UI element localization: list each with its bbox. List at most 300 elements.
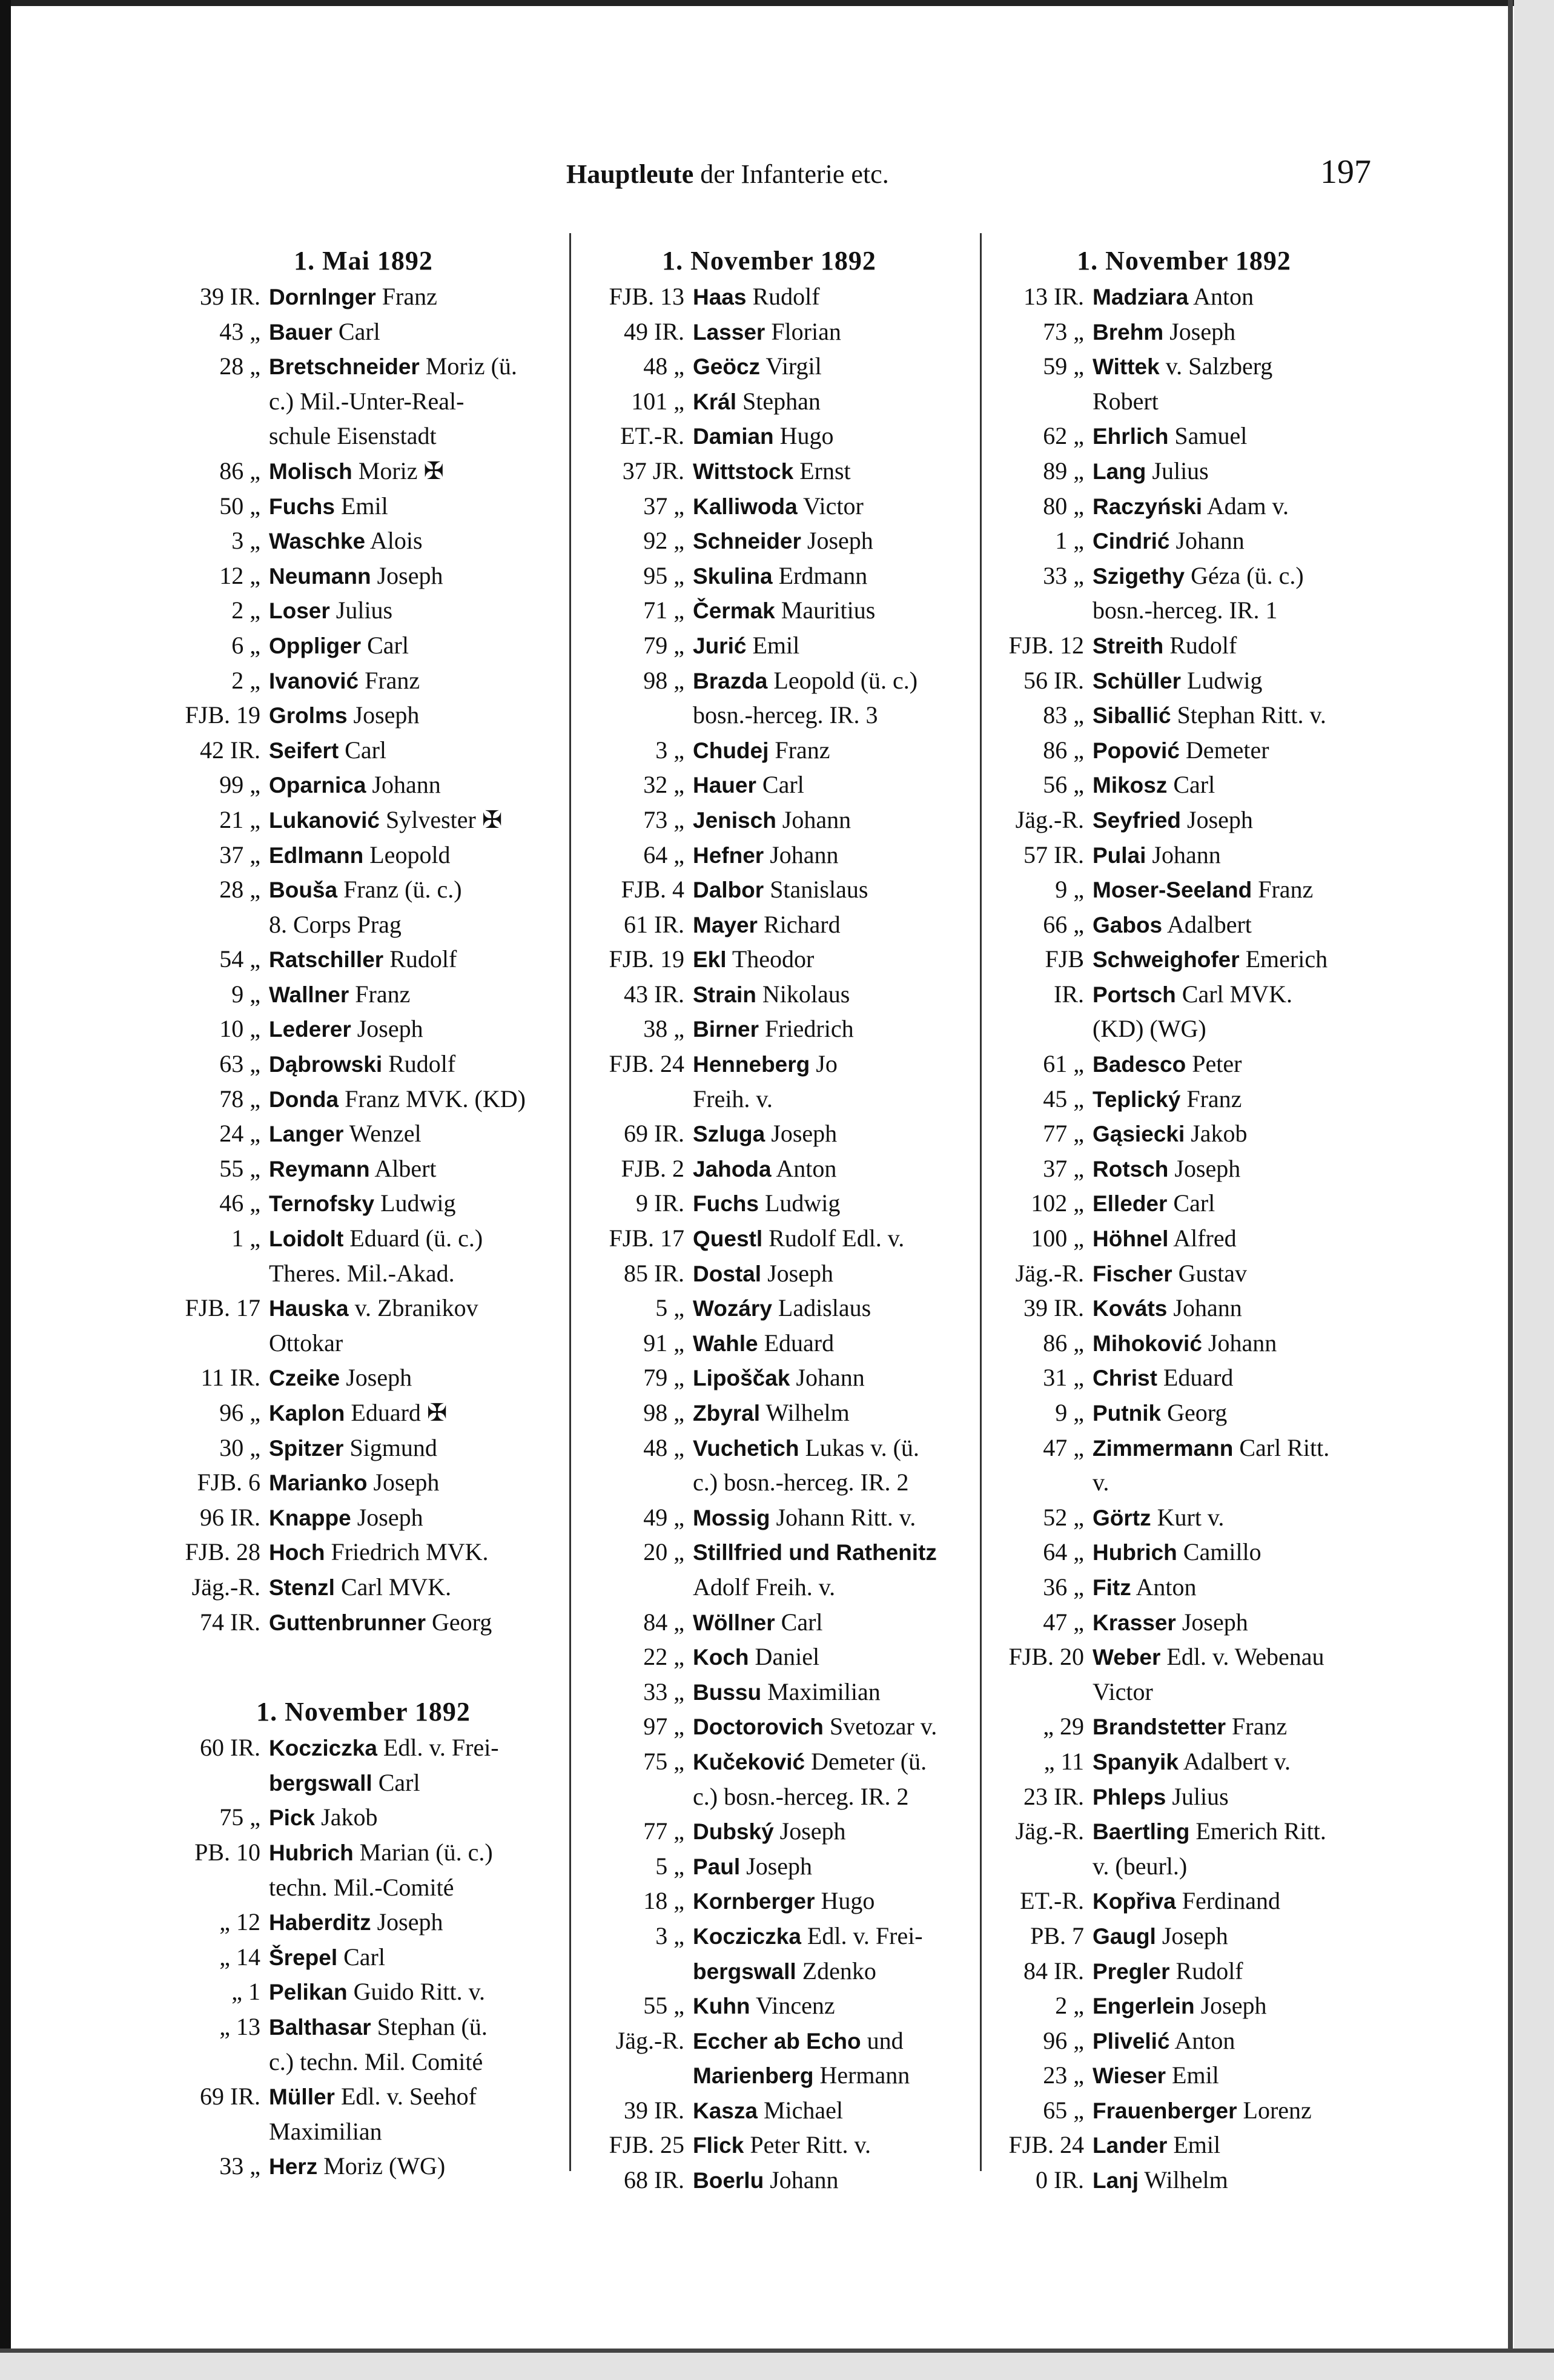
officer-name xyxy=(269,1361,569,1396)
officer-surname: Weber xyxy=(1093,1645,1161,1670)
officer-surname: Pelikan xyxy=(269,1980,348,2005)
officer-entry xyxy=(157,908,569,943)
officer-name xyxy=(1093,1570,1387,1605)
regiment-prefix: FJB. 17 xyxy=(185,1294,260,1322)
regiment-prefix: 2 „ xyxy=(231,597,260,624)
officer-name xyxy=(1093,1605,1387,1641)
officer-entry xyxy=(157,1396,569,1431)
page-edge-right xyxy=(1508,0,1513,2380)
officer-name xyxy=(269,593,569,629)
officer-name xyxy=(693,2058,963,2094)
officer-given-name: Rudolf xyxy=(1169,631,1237,659)
regiment-prefix: 37 JR. xyxy=(622,457,684,484)
officer-entry xyxy=(157,524,569,559)
officer-given-name: Ernst xyxy=(799,457,851,484)
regiment-prefix xyxy=(157,385,269,420)
regiment-prefix: 84 „ xyxy=(643,1608,684,1636)
officer-given-name: Edl. v. Frei- xyxy=(383,1734,499,1762)
officer-given-name: Ludwig xyxy=(1187,666,1263,694)
officer-entry xyxy=(157,1975,569,2010)
officer-name xyxy=(1093,1814,1387,1849)
officer-given-name: Stephan xyxy=(742,387,821,415)
regiment-prefix: FJB. 24 xyxy=(609,1050,684,1078)
officer-given-name: Joseph xyxy=(1169,317,1236,345)
officer-name xyxy=(693,1954,963,1989)
scan-border-top xyxy=(0,0,1554,6)
officer-entry xyxy=(981,1466,1387,1501)
officer-entry xyxy=(575,733,963,769)
officer-name xyxy=(693,1745,963,1780)
officer-entry xyxy=(157,629,569,664)
regiment-prefix: 11 IR. xyxy=(200,1364,260,1392)
officer-given-name: Joseph xyxy=(357,1503,423,1531)
officer-given-name: Robert xyxy=(1093,387,1159,415)
officer-surname: Pulai xyxy=(1093,842,1146,868)
regiment-prefix: 64 „ xyxy=(1043,1538,1084,1566)
officer-entry xyxy=(575,1989,963,2024)
officer-surname: Kornberger xyxy=(693,1889,815,1914)
regiment-prefix: 55 „ xyxy=(643,1992,684,2020)
officer-given-name: schule Eisenstadt xyxy=(269,422,437,450)
officer-given-name: Adam v. xyxy=(1206,492,1289,520)
section-heading: 1. November 1892 xyxy=(256,1697,471,1727)
officer-name xyxy=(693,2094,963,2129)
officer-given-name: c.) Mil.-Unter-Real- xyxy=(269,387,465,415)
officer-entry xyxy=(981,1186,1387,1221)
officer-given-name: c.) techn. Mil. Comité xyxy=(269,2048,483,2075)
officer-name xyxy=(693,908,963,943)
officer-entry xyxy=(981,1640,1387,1675)
officer-surname: Guttenbrunner xyxy=(269,1610,426,1635)
regiment-prefix: ET.-R. xyxy=(1020,1887,1084,1915)
officer-surname: Wöllner xyxy=(693,1610,775,1635)
officer-name xyxy=(1093,1326,1387,1361)
regiment-prefix: 9 „ xyxy=(1055,1399,1084,1426)
officer-given-name: Camillo xyxy=(1183,1538,1261,1566)
officer-given-name: Joseph xyxy=(746,1852,813,1880)
officer-name xyxy=(1093,419,1387,454)
officer-entry xyxy=(981,1257,1387,1292)
officer-name xyxy=(693,1186,963,1221)
regiment-prefix: 21 „ xyxy=(219,805,260,833)
officer-given-name: Carl MVK. xyxy=(1182,980,1292,1008)
regiment-prefix: 49 „ xyxy=(643,1503,684,1531)
officer-name xyxy=(1093,489,1387,524)
officer-given-name: Johann xyxy=(782,805,851,833)
officer-name xyxy=(269,1836,569,1871)
regiment-prefix: 73 „ xyxy=(643,805,684,833)
officer-name xyxy=(1093,524,1387,559)
regiment-prefix: 39 IR. xyxy=(624,2096,684,2124)
regiment-prefix: ET.-R. xyxy=(620,422,684,450)
officer-given-name: Ladislaus xyxy=(778,1294,871,1322)
regiment-prefix: 78 „ xyxy=(219,1085,260,1112)
officer-entry xyxy=(575,1361,963,1396)
officer-entry xyxy=(981,1570,1387,1605)
officer-name xyxy=(269,1082,569,1117)
regiment-prefix: 33 „ xyxy=(643,1678,684,1705)
officer-entry xyxy=(575,2058,963,2094)
officer-given-name: Adalbert v. xyxy=(1183,1747,1291,1775)
officer-name xyxy=(1093,1152,1387,1187)
officer-given-name: Ottokar xyxy=(269,1329,343,1357)
regiment-prefix xyxy=(981,1675,1093,1710)
officer-given-name: Eduard ✠ xyxy=(351,1399,448,1426)
officer-surname: Ekl xyxy=(693,947,727,973)
officer-entry xyxy=(575,2163,963,2198)
officer-given-name: Georg xyxy=(1167,1399,1228,1426)
officer-surname: Flick xyxy=(693,2133,744,2158)
officer-given-name: Emerich xyxy=(1245,945,1328,973)
officer-name xyxy=(693,838,963,873)
officer-entry xyxy=(981,2094,1387,2129)
officer-given-name: Peter xyxy=(1192,1050,1242,1078)
officer-given-name: Johann xyxy=(1173,1294,1242,1322)
officer-name xyxy=(693,454,963,489)
officer-name xyxy=(1093,1396,1387,1431)
regiment-prefix: 85 IR. xyxy=(624,1259,684,1287)
officer-entry xyxy=(575,1152,963,1187)
officer-name xyxy=(693,1849,963,1885)
officer-given-name: Theodor xyxy=(732,945,815,973)
regiment-prefix: 96 „ xyxy=(1043,2026,1084,2054)
officer-given-name: Franz xyxy=(1232,1713,1288,1740)
officer-name xyxy=(269,629,569,664)
officer-entry xyxy=(575,1186,963,1221)
regiment-prefix: 86 „ xyxy=(1043,1329,1084,1357)
officer-given-name: Emil xyxy=(752,631,800,659)
officer-name xyxy=(693,733,963,769)
officer-entry xyxy=(157,1731,569,1766)
officer-entry xyxy=(157,1836,569,1871)
officer-entry xyxy=(157,593,569,629)
officer-surname: Dąbrowski xyxy=(269,1052,383,1077)
regiment-prefix: 79 „ xyxy=(643,631,684,659)
regiment-prefix xyxy=(981,1849,1093,1885)
officer-surname: Dornlnger xyxy=(269,285,376,309)
officer-name xyxy=(1093,1710,1387,1745)
officer-name xyxy=(269,1800,569,1836)
officer-entry xyxy=(981,1989,1387,2024)
officer-name xyxy=(269,1186,569,1221)
regiment-prefix: 9 „ xyxy=(1055,876,1084,904)
regiment-prefix: „ 14 xyxy=(219,1943,260,1971)
officer-name xyxy=(1093,1535,1387,1570)
regiment-prefix xyxy=(157,1257,269,1292)
officer-given-name: Johann xyxy=(1152,841,1221,868)
officer-given-name: Carl MVK. xyxy=(340,1573,452,1601)
running-title-bold: Hauptleute xyxy=(566,159,694,189)
officer-name xyxy=(693,1570,963,1605)
officer-entry xyxy=(575,1082,963,1117)
officer-name xyxy=(693,1152,963,1187)
officer-surname: Henneberg xyxy=(693,1052,810,1077)
officer-surname: Hauer xyxy=(693,773,756,798)
regiment-prefix: 73 „ xyxy=(1043,317,1084,345)
section-heading: 1. Mai 1892 xyxy=(294,246,433,276)
officer-surname: Stillfried und Rathenitz xyxy=(693,1540,937,1565)
officer-surname: Vuchetich xyxy=(693,1435,799,1461)
regiment-prefix: 32 „ xyxy=(643,771,684,799)
officer-name xyxy=(1093,1640,1387,1675)
officer-entry xyxy=(157,280,569,315)
officer-entry xyxy=(157,803,569,838)
officer-name xyxy=(269,489,569,524)
regiment-prefix: 2 „ xyxy=(231,666,260,694)
officer-entry xyxy=(575,768,963,803)
officer-given-name: Eduard xyxy=(1163,1364,1234,1392)
regiment-prefix: 6 „ xyxy=(231,631,260,659)
scan-margin-bottom xyxy=(0,2353,1554,2380)
officer-entry xyxy=(157,2010,569,2045)
officer-entry xyxy=(157,942,569,977)
regiment-prefix: 92 „ xyxy=(643,527,684,555)
regiment-prefix: 23 IR. xyxy=(1023,1782,1084,1810)
regiment-prefix: „ 11 xyxy=(1043,1747,1084,1775)
officer-name xyxy=(1093,629,1387,664)
officer-name xyxy=(269,2149,569,2184)
officer-given-name: Franz xyxy=(365,666,420,694)
officer-name xyxy=(693,1117,963,1152)
regiment-prefix: 18 „ xyxy=(643,1887,684,1915)
regiment-prefix: 68 IR. xyxy=(624,2166,684,2194)
officer-entry xyxy=(157,1766,569,1801)
officer-name xyxy=(1093,1989,1387,2024)
officer-surname: Kučeković xyxy=(693,1749,805,1774)
officer-surname: Boerlu xyxy=(693,2168,764,2193)
officer-given-name: Daniel xyxy=(755,1643,820,1671)
officer-given-name: Rudolf xyxy=(389,945,457,973)
officer-name xyxy=(1093,1431,1387,1466)
regiment-prefix: „ 13 xyxy=(219,2012,260,2040)
officer-surname: Lasser xyxy=(693,319,765,345)
regiment-prefix: 56 IR. xyxy=(1023,666,1084,694)
officer-entry xyxy=(157,1326,569,1361)
officer-surname: Hubrich xyxy=(1093,1540,1177,1565)
officer-entry xyxy=(575,1814,963,1849)
officer-surname: bergswall xyxy=(269,1770,372,1796)
officer-entry xyxy=(981,1849,1387,1885)
officer-surname: Ternofsky xyxy=(269,1191,375,1217)
regiment-prefix: 66 „ xyxy=(1043,910,1084,938)
officer-surname: Fuchs xyxy=(269,494,335,519)
officer-surname: Bussu xyxy=(693,1679,762,1705)
officer-name xyxy=(269,1975,569,2010)
regiment-prefix: 59 „ xyxy=(1043,352,1084,380)
officer-name xyxy=(269,1221,569,1257)
officer-name xyxy=(1093,1047,1387,1082)
regiment-prefix: 22 „ xyxy=(643,1643,684,1671)
officer-surname: Frauenberger xyxy=(1093,2098,1237,2123)
officer-surname: Wittstock xyxy=(693,458,794,484)
officer-surname: Šrepel xyxy=(269,1945,338,1970)
officer-name xyxy=(693,1884,963,1919)
officer-entry xyxy=(575,419,963,454)
regiment-prefix xyxy=(157,1326,269,1361)
officer-name xyxy=(693,1466,963,1501)
officer-entry xyxy=(575,1884,963,1919)
regiment-prefix: 42 IR. xyxy=(200,736,260,764)
officer-surname: Fischer xyxy=(1093,1261,1172,1286)
officer-entry xyxy=(157,1940,569,1975)
officer-entry xyxy=(981,1152,1387,1187)
officer-entry xyxy=(981,1361,1387,1396)
regiment-prefix xyxy=(157,419,269,454)
officer-surname: Görtz xyxy=(1093,1505,1151,1530)
regiment-prefix: 10 „ xyxy=(219,1015,260,1043)
officer-surname: Kalliwoda xyxy=(693,494,798,519)
officer-entry xyxy=(575,454,963,489)
officer-surname: Donda xyxy=(269,1086,339,1112)
officer-surname: Kasza xyxy=(693,2098,758,2123)
officer-surname: Dubský xyxy=(693,1819,774,1845)
officer-given-name: Rudolf Edl. v. xyxy=(769,1225,905,1252)
officer-name xyxy=(269,454,569,489)
officer-name xyxy=(1093,873,1387,908)
officer-name xyxy=(1093,838,1387,873)
officer-name xyxy=(269,1605,569,1641)
regiment-prefix: 62 „ xyxy=(1043,422,1084,450)
regiment-prefix: 74 IR. xyxy=(200,1608,260,1636)
officer-entry xyxy=(157,385,569,420)
officer-given-name: Demeter xyxy=(1185,736,1269,764)
officer-name xyxy=(269,1152,569,1187)
officer-given-name: Wilhelm xyxy=(1144,2166,1228,2194)
officer-given-name: Vincenz xyxy=(755,1992,835,2020)
regiment-prefix xyxy=(157,2115,269,2150)
regiment-prefix xyxy=(157,2045,269,2080)
regiment-prefix: 75 „ xyxy=(643,1747,684,1775)
officer-name xyxy=(1093,1361,1387,1396)
officer-given-name: Wilhelm xyxy=(765,1399,850,1426)
regiment-prefix: 30 „ xyxy=(219,1433,260,1461)
officer-surname: Bouša xyxy=(269,878,338,903)
regiment-prefix xyxy=(981,593,1093,629)
officer-given-name: Adolf Freih. v. xyxy=(693,1573,836,1601)
officer-given-name: (KD) (WG) xyxy=(1093,1015,1206,1043)
regiment-prefix: FJB. 24 xyxy=(1008,2131,1084,2159)
officer-name xyxy=(1093,1257,1387,1292)
officer-entry xyxy=(981,908,1387,943)
officer-name xyxy=(269,1396,569,1431)
officer-name xyxy=(269,1731,569,1766)
scan-border-left xyxy=(0,0,11,2380)
regiment-prefix: 9 „ xyxy=(231,980,260,1008)
officer-surname: Lipoščak xyxy=(693,1366,790,1391)
regiment-prefix: 50 „ xyxy=(219,492,260,520)
officer-name xyxy=(693,1675,963,1710)
officer-entry xyxy=(157,1871,569,1906)
officer-entry xyxy=(157,1047,569,1082)
officer-entry xyxy=(981,559,1387,594)
officer-name xyxy=(1093,349,1387,385)
officer-entry xyxy=(575,908,963,943)
scan-margin-right xyxy=(1514,0,1554,2380)
officer-entry xyxy=(157,2080,569,2115)
officer-given-name: Leopold (ü. c.) xyxy=(773,666,918,694)
officer-name xyxy=(693,1221,963,1257)
regiment-prefix: 89 „ xyxy=(1043,457,1084,484)
officer-surname: Hubrich xyxy=(269,1840,354,1865)
officer-surname: Damian xyxy=(693,424,774,449)
officer-name xyxy=(693,1640,963,1675)
officer-given-name: Moriz (ü. xyxy=(425,352,517,380)
officer-name xyxy=(1093,1780,1387,1815)
officer-entry xyxy=(981,977,1387,1013)
officer-entry xyxy=(981,1291,1387,1326)
officer-entry xyxy=(157,1257,569,1292)
officer-given-name: Franz xyxy=(355,980,411,1008)
officer-given-name: Franz xyxy=(1186,1085,1242,1112)
officer-given-name: Carl xyxy=(338,317,380,345)
regiment-prefix: 47 „ xyxy=(1043,1433,1084,1461)
regiment-prefix: Jäg.-R. xyxy=(1015,1817,1084,1845)
officer-entry xyxy=(981,1605,1387,1641)
officer-name xyxy=(693,280,963,315)
officer-entry xyxy=(157,1152,569,1187)
officer-entry xyxy=(575,489,963,524)
officer-name xyxy=(1093,1186,1387,1221)
regiment-prefix: FJB. 17 xyxy=(609,1225,684,1252)
officer-given-name: Carl xyxy=(762,771,804,799)
officer-given-name: Georg xyxy=(431,1608,492,1636)
regiment-prefix: 5 „ xyxy=(655,1294,684,1322)
officer-entry xyxy=(981,1919,1387,1954)
regiment-prefix: 37 „ xyxy=(643,492,684,520)
officer-name xyxy=(1093,733,1387,769)
officer-entry xyxy=(575,838,963,873)
officer-given-name: Rudolf xyxy=(752,283,820,310)
officer-entry xyxy=(157,349,569,385)
regiment-prefix: 39 IR. xyxy=(200,283,260,310)
regiment-prefix: 69 IR. xyxy=(624,1120,684,1148)
officer-given-name: Maximilian xyxy=(269,2117,382,2145)
regiment-prefix: FJB. 20 xyxy=(1008,1643,1084,1671)
regiment-prefix: 28 „ xyxy=(219,876,260,904)
officer-name xyxy=(693,1047,963,1082)
regiment-prefix: 48 „ xyxy=(643,352,684,380)
regiment-prefix: 54 „ xyxy=(219,945,260,973)
officer-given-name: Erdmann xyxy=(778,561,868,589)
officer-entry xyxy=(157,1291,569,1326)
officer-surname: Baertling xyxy=(1093,1819,1190,1845)
officer-name xyxy=(269,1431,569,1466)
officer-entry xyxy=(981,315,1387,350)
officer-surname: Stenzl xyxy=(269,1575,335,1600)
officer-entry xyxy=(981,2058,1387,2094)
regiment-prefix: 77 „ xyxy=(643,1817,684,1845)
officer-entry xyxy=(981,1814,1387,1849)
officer-surname: Krasser xyxy=(1093,1610,1176,1635)
officer-entry xyxy=(981,2163,1387,2198)
officer-surname: Koch xyxy=(693,1645,749,1670)
officer-entry xyxy=(575,1047,963,1082)
officer-given-name: 8. Corps Prag xyxy=(269,910,402,938)
officer-entry xyxy=(981,454,1387,489)
regiment-prefix: „ 29 xyxy=(1043,1713,1084,1740)
officer-name xyxy=(1093,1221,1387,1257)
officer-name xyxy=(269,280,569,315)
officer-given-name: Friedrich MVK. xyxy=(331,1538,489,1566)
regiment-prefix: „ 1 xyxy=(231,1978,260,2006)
officer-given-name: Sylvester ✠ xyxy=(386,805,503,833)
officer-given-name: Johann xyxy=(770,2166,839,2194)
regiment-prefix: 84 IR. xyxy=(1023,1957,1084,1985)
officer-surname: Lederer xyxy=(269,1017,351,1042)
officer-given-name: Joseph xyxy=(377,1908,443,1936)
regiment-prefix xyxy=(575,2058,693,2094)
officer-entry xyxy=(575,1675,963,1710)
